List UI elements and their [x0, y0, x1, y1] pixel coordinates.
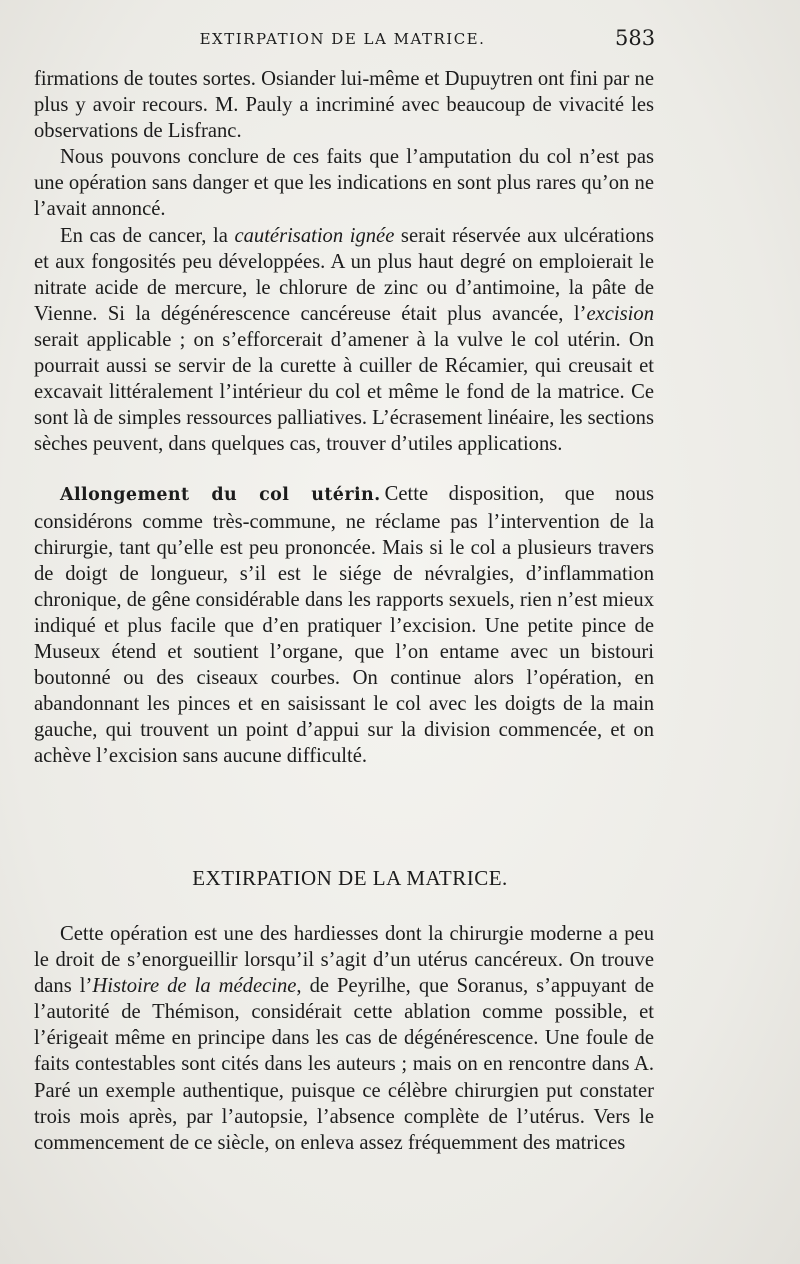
text-block-top — [34, 66, 654, 769]
p5-italic-histoire: Histoire de la médecine — [92, 975, 297, 998]
text-block-bottom — [34, 921, 654, 1156]
p3-text-e: serait applicable ; on s’efforcerait d’amener à la vulve le col utérin. On pourrait aussi se servir de la curette à cuiller de Récamier, qui creusait et excavait littéralement l’intérieur du col et même le fond de la matrice. Ce sont là de simples ressources palliatives. L’écrasement linéaire, les sections sèches peuvent, dans quelques cas, trouver d’utiles applications. — [34, 328, 654, 456]
p5-text-c: , de Peyrilhe, que Soranus, s’appuyant de l’autorité de Thémison, considérait cette ablation comme possible, et l’érigeait même en principe dans les cas de dégénérescence. Une foule de faits contestables sont cités dans les auteurs ; mais on en rencontre dans A. Paré un exemple authentique, puisque ce célèbre chirurgien put constater trois mois après, par l’autopsie, l’absence complète de l’utérus. Vers le commencement de ce siècle, on enleva assez fréquemment des matrices — [34, 975, 654, 1154]
subsection-heading: Allongement du col utérin. — [60, 485, 381, 506]
running-head: EXTIRPATION DE LA MATRICE. — [199, 30, 486, 48]
paragraph-conclusion: Nous pouvons conclure de ces faits que l’amputation du col n’est pas une opération sans danger et que les indications en sont plus rares qu’on ne l’avait annoncé. — [34, 146, 654, 221]
paragraph-cancer — [34, 223, 654, 458]
p5-text-a: Cette opération est une des hardiesses dont la chirurgie moderne a peu le droit de s’enorgueillir lorsqu’il s’agit d’un utérus cancéreux. On trouve dans l’ — [34, 923, 654, 998]
p3-text-c: serait réservée aux ulcérations et aux fongosités peu développées. A un plus haut degré on emploierait le nitrate acide de mercure, le chlorure de zinc ou d’antimoine, la pâte de Vienne. Si la dégénérescence cancéreuse était plus avancée, l’ — [34, 224, 654, 325]
paragraph-continuation: firmations de toutes sortes. Osiander lui-même et Dupuytren ont fini par ne plus y avoir recours. M. Pauly a incriminé avec beaucoup de vivacité les observations de Lisfranc. — [34, 68, 654, 143]
p3-italic-excision: excision — [586, 302, 654, 325]
page-number: 583 — [615, 26, 656, 50]
p4-text: Cette disposition, que nous considérons comme très-commune, ne réclame pas l’intervention de la chirurgie, tant qu’elle est peu prononcée. Mais si le col a plusieurs travers de doigt de longueur, s’il est le siége de névralgies, d’inflammation chronique, de gêne considérable dans les rapports sexuels, rien n’est mieux indiqué et plus facile que d’en pratiquer l’excision. Une petite pince de Museux étend et soutient l’organe, que l’on entame avec un bistouri boutonné ou des ciseaux courbes. On continue alors l’opération, en abandonnant les pinces et en saisissant le col avec les doigts de la main gauche, qui trouvent un point d’appui sur la division commencée, et on achève l’excision sans aucune difficulté. — [34, 483, 654, 768]
paragraph-extirpation — [34, 921, 654, 1156]
p3-text-a: En cas de cancer, la — [60, 224, 235, 247]
section-title: EXTIRPATION DE LA MATRICE. — [192, 866, 508, 890]
p3-italic-cauterisation: cautérisation ignée — [234, 224, 395, 247]
paragraph-allongement — [34, 481, 654, 769]
